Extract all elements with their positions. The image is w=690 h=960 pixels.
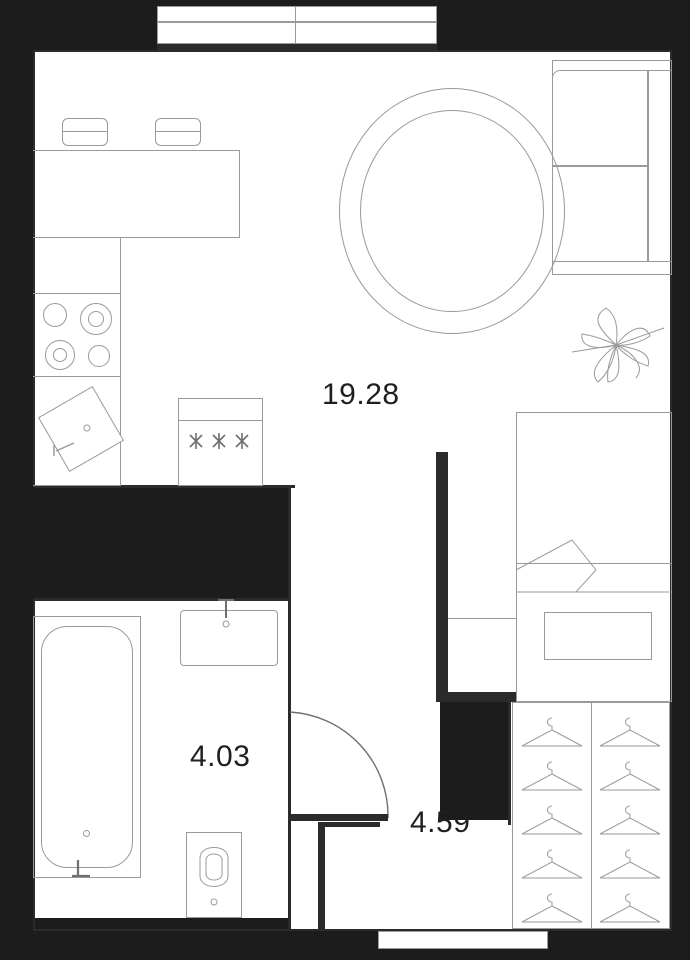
dishwasher-divider [178,420,263,421]
wall-bed-partition-bottom [436,692,516,702]
window-top-sill [157,44,437,50]
cooktop-right [155,118,201,146]
hanger-icon-4 [596,756,664,796]
wall-bathroom-top [33,598,291,601]
sofa-seat-bottom [552,166,648,262]
hanger-icon-8 [596,844,664,884]
bed-blanket-icon [516,530,672,610]
window-bottom [378,931,548,949]
window-top-sash [157,22,437,44]
window-top [157,6,437,22]
bed-footer [544,612,652,660]
entry-door-threshold [318,822,380,827]
hanger-icon-10 [596,888,664,928]
hanger-icon-2 [596,712,664,752]
sofa-arm [648,70,672,262]
entry-door-leaf[interactable] [318,826,325,931]
area-label-living: 19.28 [322,378,400,411]
bathroom-door-icon[interactable] [288,710,398,825]
hanger-icon-1 [518,712,586,752]
hob-burner-1 [43,303,67,327]
area-label-bathroom: 4.03 [190,740,251,773]
hanger-icon-9 [518,888,586,928]
hanger-icon-3 [518,756,586,796]
hanger-icon-5 [518,800,586,840]
cooktop-right-line [155,131,201,132]
hob-burner-3-inner [53,348,67,362]
cooktop-left-line [62,131,108,132]
wall-hallway-right [508,700,511,825]
toilet-bowl-icon [190,836,238,916]
sofa-seat-top [552,70,648,166]
round-table-inner [360,110,544,312]
wall-bed-partition-vertical [436,452,448,702]
bed-side-rail [448,618,516,619]
area-label-hallway: 4.59 [410,806,471,839]
window-top-mullion [295,6,296,44]
hanger-icon-7 [518,844,586,884]
burner-marks-icon [186,428,256,454]
hob-burner-2-inner [88,311,104,327]
cooktop-left [62,118,108,146]
wall-bottom [33,929,672,931]
bathtub-drain [83,830,90,837]
sink-icon [40,388,150,488]
hob-burner-4 [88,345,110,367]
plant-icon [560,300,672,390]
bathtub-faucet-icon [70,856,114,882]
washbasin-tap-icon [206,596,246,640]
wall-top [33,50,672,52]
kitchen-counter-top [33,150,240,238]
wardrobe-divider [591,702,592,929]
hanger-icon-6 [596,800,664,840]
